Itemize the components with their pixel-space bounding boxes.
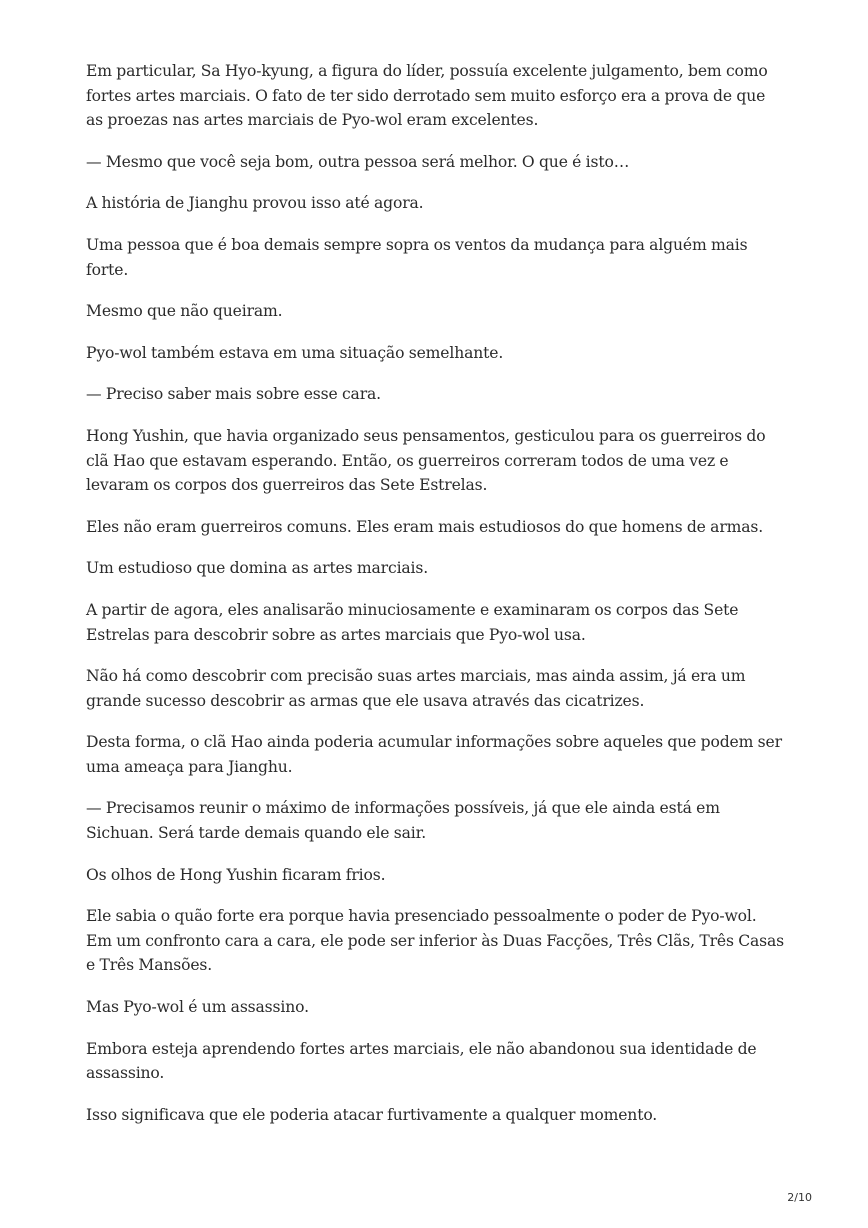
paragraph-3: A história de Jianghu provou isso até agora.	[86, 194, 424, 213]
paragraph-8: Hong Yushin, que havia organizado seus pensamentos, gesticulou para os guerreiros do clã Hao que estavam esperando. Então, os guerreiros correram todos de uma vez e levaram os corpos dos guerreiros das Sete Estrelas.	[86, 426, 766, 495]
paragraph-11: A partir de agora, eles analisarão minuciosamente e examinaram os corpos das Sete Estrelas para descobrir sobre as artes marciais que Pyo-wol usa.	[86, 600, 739, 644]
paragraph-15: Os olhos de Hong Yushin ficaram frios.	[86, 865, 386, 884]
paragraph-12: Não há como descobrir com precisão suas artes marciais, mas ainda assim, já era um grande sucesso descobrir as armas que ele usava através das cicatrizes.	[86, 667, 746, 710]
document-body	[86, 59, 786, 1144]
paragraph-10: Um estudioso que domina as artes marciais.	[86, 559, 429, 578]
paragraph-18: Embora esteja aprendendo fortes artes marciais, ele não abandonou sua identidade de assassino.	[86, 1039, 757, 1083]
paragraph-19: Isso significava que ele poderia atacar furtivamente a qualquer momento.	[86, 1105, 658, 1124]
paragraph-14: — Precisamos reunir o máximo de informações possíveis, já que ele ainda está em Sichuan. Será tarde demais quando ele sair.	[86, 799, 720, 843]
paragraph-6: Pyo-wol também estava em uma situação semelhante.	[86, 343, 504, 362]
paragraph-2: — Mesmo que você seja bom, outra pessoa será melhor. O que é isto…	[86, 152, 630, 171]
paragraph-13: Desta forma, o clã Hao ainda poderia acumular informações sobre aqueles que podem ser uma ameaça para Jianghu.	[86, 733, 782, 776]
paragraph-5: Mesmo que não queiram.	[86, 302, 283, 321]
paragraph-17: Mas Pyo-wol é um assassino.	[86, 998, 309, 1017]
paragraph-7: — Preciso saber mais sobre esse cara.	[86, 385, 381, 404]
paragraph-1: Em particular, Sa Hyo-kyung, a figura do líder, possuía excelente julgamento, bem como fortes artes marciais. O fato de ter sido derrotado sem muito esforço era a prova de que as proezas nas artes marciais de Pyo-wol eram excelentes.	[86, 62, 768, 130]
paragraph-16: Ele sabia o quão forte era porque havia presenciado pessoalmente o poder de Pyo-wol. Em um confronto cara a cara, ele pode ser inferior às Duas Facções, Três Clãs, Três Casas e Três Mansões.	[86, 907, 784, 975]
paragraph-9: Eles não eram guerreiros comuns. Eles eram mais estudiosos do que homens de armas.	[86, 517, 764, 536]
paragraph-4: Uma pessoa que é boa demais sempre sopra os ventos da mudança para alguém mais forte.	[86, 235, 748, 279]
page-number: 2/10	[787, 1191, 812, 1204]
